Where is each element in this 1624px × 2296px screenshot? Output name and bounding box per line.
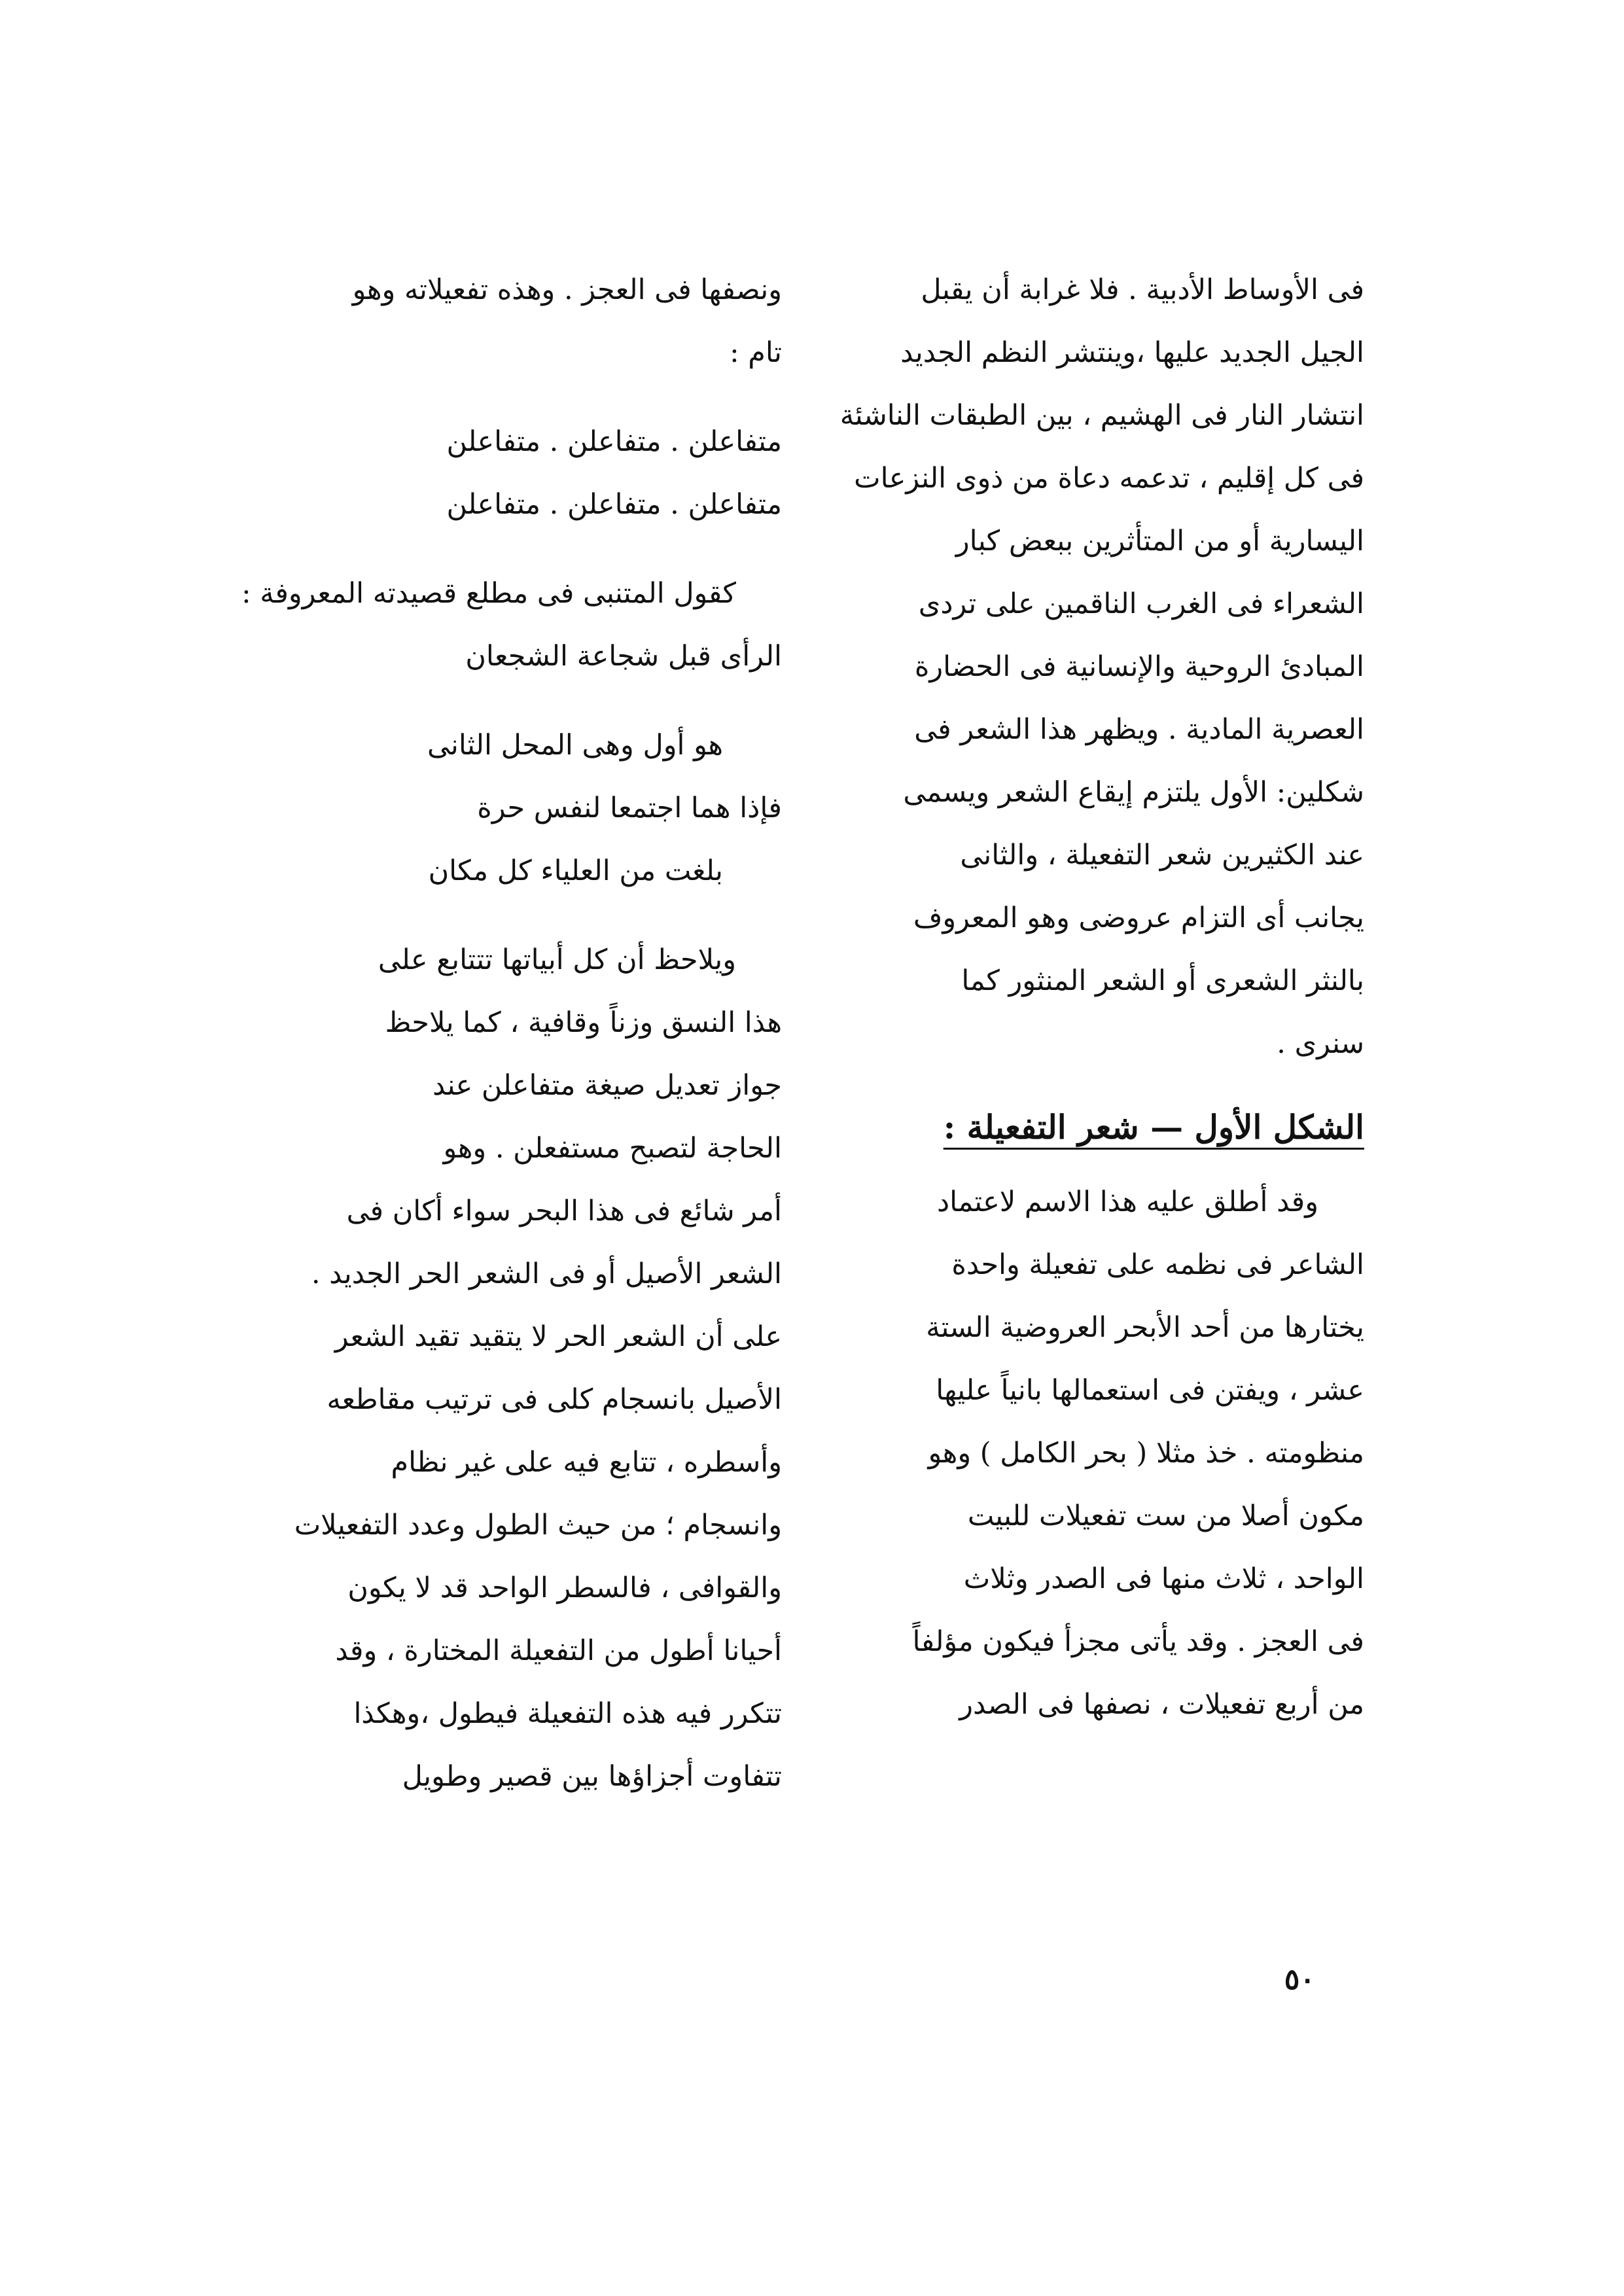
text-line: الحاجة لتصبح مستفعلن . وهو xyxy=(443,1132,782,1165)
verse-line: فإذا هما اجتمعا لنفس حرة xyxy=(477,792,782,824)
text-line: الرأى قبل شجاعة الشجعان xyxy=(465,640,782,673)
verse-line: بلغت من العلياء كل مكان xyxy=(428,855,723,887)
text-line: ونصفها فى العجز . وهذه تفعيلاته وهو xyxy=(352,274,782,306)
text-line: وقد أطلق عليه هذا الاسم لاعتماد xyxy=(937,1186,1318,1218)
text-line: جواز تعديل صيغة متفاعلن عند xyxy=(432,1069,782,1102)
text-line: سنرى . xyxy=(1277,1027,1364,1060)
text-line: شكلين: الأول يلتزم إيقاع الشعر ويسمى xyxy=(903,776,1364,809)
text-line: كقول المتنبى فى مطلع قصيدته المعروفة : xyxy=(241,577,736,610)
text-line: أمر شائع فى هذا البحر سواء أكان فى xyxy=(346,1195,782,1227)
page-number: ٥٠ xyxy=(1284,1963,1315,1996)
text-line: فى كل إقليم ، تدعمه دعاة من ذوى النزعات xyxy=(854,462,1364,495)
section-heading: الشكل الأول — شعر التفعيلة : xyxy=(943,1108,1364,1146)
text-line: يجانب أى التزام عروضى وهو المعروف xyxy=(913,902,1364,934)
text-line: الأصيل بانسجام كلى فى ترتيب مقاطعه xyxy=(327,1383,782,1416)
left-column xyxy=(241,258,782,1808)
text-line: الشعراء فى الغرب الناقمين على تردى xyxy=(918,588,1364,620)
text-line: اليسارية أو من المتأثرين ببعض كبار xyxy=(955,525,1364,557)
text-line: المبادئ الروحية والإنسانية فى الحضارة xyxy=(914,650,1364,683)
text-line: على أن الشعر الحر لا يتقيد تقيد الشعر xyxy=(334,1320,782,1353)
text-line: فى العجز . وقد يأتى مجزأ فيكون مؤلفاً xyxy=(912,1625,1364,1658)
right-column xyxy=(834,258,1364,1736)
text-line: أحيانا أطول من التفعيلة المختارة ، وقد xyxy=(335,1634,782,1667)
text-line: وأسطره ، تتابع فيه على غير نظام xyxy=(391,1446,782,1479)
spacer xyxy=(265,902,782,928)
text-line: يختارها من أحد الأبحر العروضية الستة xyxy=(926,1311,1364,1344)
text-line: من أربع تفعيلات ، نصفها فى الصدر xyxy=(959,1688,1364,1721)
verse-line: هو أول وهى المحل الثانى xyxy=(427,729,723,762)
text-line: هذا النسق وزناً وقافية ، كما يلاحظ xyxy=(385,1006,782,1039)
text-line: والقوافى ، فالسطر الواحد قد لا يكون xyxy=(347,1572,782,1604)
meter-line: متفاعلن . متفاعلن . متفاعلن xyxy=(446,488,782,521)
text-line: الشعر الأصيل أو فى الشعر الحر الجديد . xyxy=(311,1258,782,1290)
text-line: وانسجام ؛ من حيث الطول وعدد التفعيلات xyxy=(294,1509,782,1542)
text-line: الجيل الجديد عليها ،وينتشر النظم الجديد xyxy=(900,336,1364,369)
text-line: عشر ، ويفتن فى استعمالها بانياً عليها xyxy=(936,1374,1364,1407)
text-line: بالنثر الشعرى أو الشعر المنثور كما xyxy=(961,964,1364,997)
meter-line: متفاعلن . متفاعلن . متفاعلن xyxy=(446,425,782,458)
spacer xyxy=(265,536,782,562)
spacer xyxy=(265,384,782,410)
text-line: الشاعر فى نظمه على تفعيلة واحدة xyxy=(951,1248,1364,1281)
text-line: منظومته . خذ مثلا ( بحر الكامل ) وهو xyxy=(928,1437,1364,1470)
text-line: ويلاحظ أن كل أبياتها تتتابع على xyxy=(378,944,736,976)
text-line: تتفاوت أجزاؤها بين قصير وطويل xyxy=(402,1760,782,1793)
text-line: انتشار النار فى الهشيم ، بين الطبقات الناشئة xyxy=(839,399,1364,432)
text-line: عند الكثيرين شعر التفعيلة ، والثانى xyxy=(960,839,1364,872)
text-line: الواحد ، ثلاث منها فى الصدر وثلاث xyxy=(963,1563,1364,1595)
text-line: فى الأوساط الأدبية . فلا غرابة أن يقبل xyxy=(921,274,1364,306)
text-line: مكون أصلا من ست تفعيلات للبيت xyxy=(967,1500,1364,1532)
text-line: تتكرر فيه هذه التفعيلة فيطول ،وهكذا xyxy=(353,1697,782,1730)
text-line: تام : xyxy=(730,336,782,369)
text-line: العصرية المادية . ويظهر هذا الشعر فى xyxy=(914,713,1364,746)
spacer xyxy=(265,688,782,714)
